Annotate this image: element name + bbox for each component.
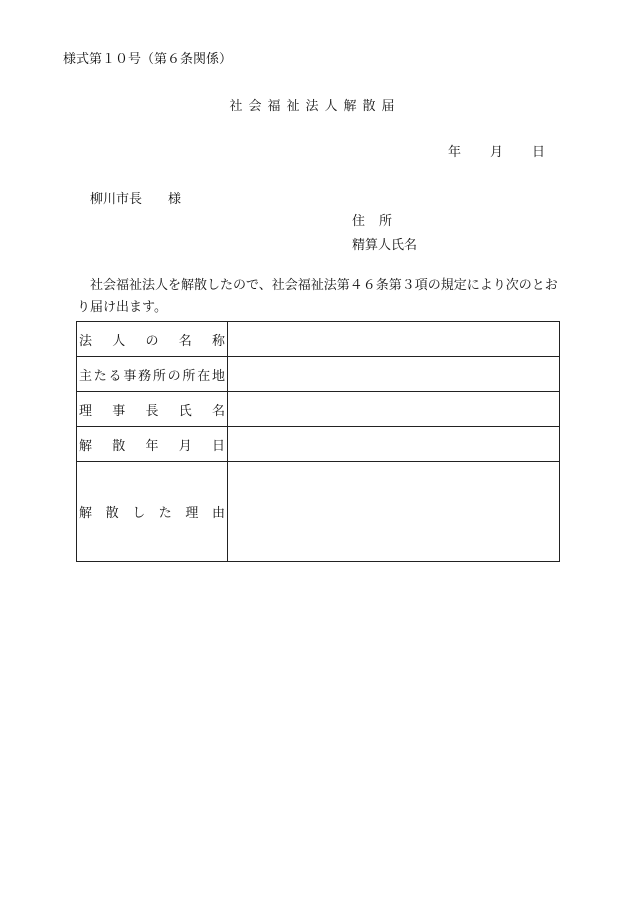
dissolution-date-label: 解 散 年 月 日 xyxy=(77,427,228,462)
table-row xyxy=(77,357,560,392)
document-title: 社会福祉法人解散届 xyxy=(229,99,401,114)
table-row xyxy=(77,392,560,427)
table-row xyxy=(77,322,560,357)
date-month-label: 月 xyxy=(490,145,504,160)
dissolution-date-field[interactable] xyxy=(228,427,560,462)
corporation-name-label: 法 人 の 名 称 xyxy=(77,322,228,357)
main-office-address-field[interactable] xyxy=(228,357,560,392)
addressee-honorific: 様 xyxy=(168,192,182,207)
body-text: 社会福祉法人を解散したので、社会福祉法第４６条第３項の規定により次のとおり届け出ます。 xyxy=(77,278,558,315)
sender-name-label: 精算人氏名 xyxy=(352,238,418,253)
table-row xyxy=(77,462,560,562)
dissolution-reason-field[interactable] xyxy=(228,462,560,562)
date-year-label: 年 xyxy=(448,145,462,160)
chairman-name-field[interactable] xyxy=(228,392,560,427)
date-day-label: 日 xyxy=(532,145,546,160)
chairman-name-label: 理 事 長 氏 名 xyxy=(77,392,228,427)
main-office-address-label: 主たる事務所の所在地 xyxy=(77,357,228,392)
addressee-name: 柳川市長 xyxy=(90,192,143,207)
corporation-name-field[interactable] xyxy=(228,322,560,357)
dissolution-reason-label: 解 散 し た 理 由 xyxy=(77,462,228,562)
details-table xyxy=(76,321,560,562)
date-line xyxy=(448,141,545,160)
form-number: 様式第１０号（第６条関係） xyxy=(63,52,233,67)
sender-address-label: 住 所 xyxy=(352,214,393,229)
table-row xyxy=(77,427,560,462)
addressee xyxy=(90,188,181,207)
